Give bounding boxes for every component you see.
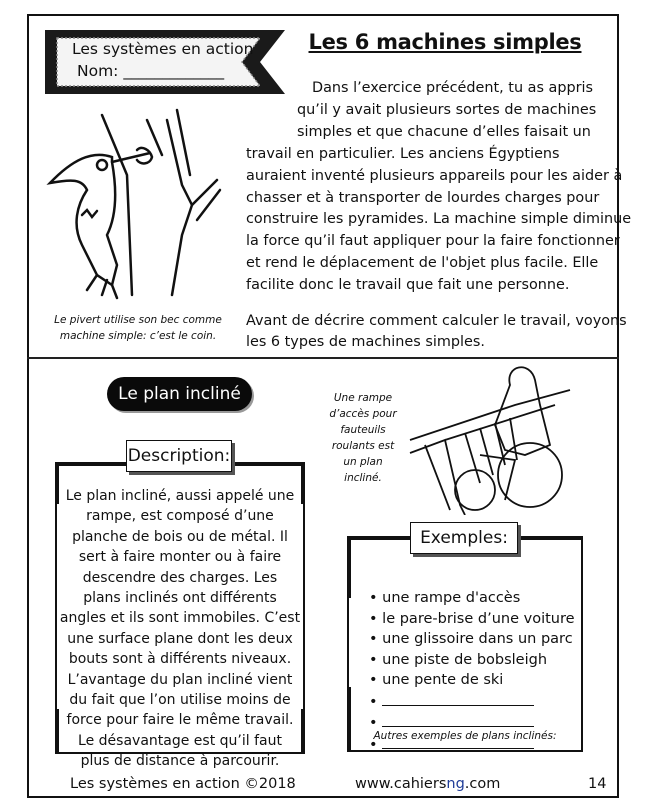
description-line: angles et ils sont immobiles. C’est <box>59 610 301 627</box>
intro-indented <box>312 78 593 100</box>
section-heading: Le plan incliné <box>107 377 252 411</box>
description-line: descendre des charges. Les <box>82 569 278 586</box>
name-label: Nom: <box>77 62 119 80</box>
intro-line: Avant de décrire comment calculer le travail, voyons <box>246 312 627 329</box>
page-title: Les 6 machines simples <box>308 30 582 54</box>
bullet-icon: • <box>369 672 378 688</box>
bullet-icon: • <box>369 651 378 668</box>
example-item: • une pente de ski <box>369 672 504 688</box>
intro-line: qu’il y avait plusieurs sortes de machines <box>297 102 597 118</box>
example-item: • une glissoire dans un parc <box>369 631 573 647</box>
example-item: • une piste de bobsleigh <box>369 651 548 668</box>
caption-line: fauteuils <box>340 424 386 436</box>
caption-line: un plan <box>343 456 383 468</box>
examples-tag: Exemples: <box>410 522 518 554</box>
description-line: Le désavantage est qu’il faut <box>78 732 282 749</box>
example-blank[interactable] <box>369 691 575 713</box>
woodpecker-illustration-icon <box>42 95 222 305</box>
series-title: Les systèmes en action <box>72 40 254 58</box>
caption-line: Une rampe <box>333 392 393 404</box>
wheelchair-ramp-illustration-icon <box>405 365 575 515</box>
intro-line: la force qu’il faut appliquer pour la faire fonctionner <box>246 233 620 250</box>
caption-line: incliné. <box>344 472 382 484</box>
bullet-icon: • <box>369 693 378 710</box>
description-box <box>55 462 305 770</box>
description-line: une surface plane dont les deux <box>67 630 293 647</box>
examples-caption: Autres exemples de plans inclinés: <box>373 730 557 742</box>
page-number: 14 <box>588 776 607 792</box>
description-line: force pour faire le même travail. <box>66 712 294 729</box>
bullet-icon: • <box>369 590 378 606</box>
intro-line: facilite donc le travail que fait une personne. <box>246 276 570 293</box>
series-banner <box>45 30 285 94</box>
name-field[interactable]: _____________ <box>123 62 225 80</box>
description-line: bouts sont à différents niveaux. <box>68 651 292 668</box>
description-line: plans inclinés ont différents <box>83 590 277 607</box>
description-line: du fait que l’on utilise moins de <box>69 692 291 709</box>
example-item: • une rampe d'accès <box>369 590 521 606</box>
intro-line: auraient inventé plusieurs appareils pour les aider à <box>246 167 623 184</box>
description-line: plus de distance à parcourir. <box>80 753 280 770</box>
bullet-icon: • <box>369 631 378 647</box>
intro-indented-2 <box>297 100 596 144</box>
intro-line: construire les pyramides. La machine simple diminue <box>246 211 632 228</box>
description-line: sert à faire monter ou à faire <box>78 549 282 566</box>
section-divider <box>27 357 619 359</box>
bullet-icon: • <box>369 715 378 731</box>
caption-line: Le pivert utilise son bec comme <box>54 314 222 326</box>
caption-line: roulants est <box>331 440 395 452</box>
description-tag: Description: <box>126 440 232 472</box>
bullet-icon: • <box>369 610 378 627</box>
intro-line: simples et que chacune d’elles faisait un <box>297 123 591 140</box>
url-highlight: ng <box>446 776 465 792</box>
intro-line: Dans l’exercice précédent, tu as appris <box>312 80 594 96</box>
description-line: planche de bois ou de métal. Il <box>72 528 288 545</box>
examples-box <box>347 536 583 752</box>
intro-line: chasser et à transporter de lourdes charges pour <box>246 189 600 206</box>
intro-line: travail en particulier. Les anciens Égyptiens <box>246 146 560 162</box>
description-text <box>57 486 303 772</box>
intro-line: les 6 types de machines simples. <box>246 334 485 351</box>
description-line: Le plan incliné, aussi appelé une <box>65 488 295 504</box>
bullet-icon: • <box>369 736 378 753</box>
caption-line: d’accès pour <box>329 408 397 420</box>
ramp-caption <box>318 390 408 486</box>
caption-line: machine simple: c’est le coin. <box>59 330 217 342</box>
woodpecker-caption <box>38 312 238 344</box>
footer-url[interactable]: www.cahiersng.com <box>355 776 501 792</box>
description-line: L’avantage du plan incliné vient <box>67 671 293 688</box>
footer-copyright: Les systèmes en action ©2018 <box>70 776 296 792</box>
intro-paragraph <box>246 144 631 354</box>
description-line: rampe, est composé d’une <box>86 508 274 525</box>
intro-line: et rend le déplacement de l'objet plus facile. Elle <box>246 254 599 271</box>
example-item: • le pare-brise d’une voiture <box>369 610 575 627</box>
